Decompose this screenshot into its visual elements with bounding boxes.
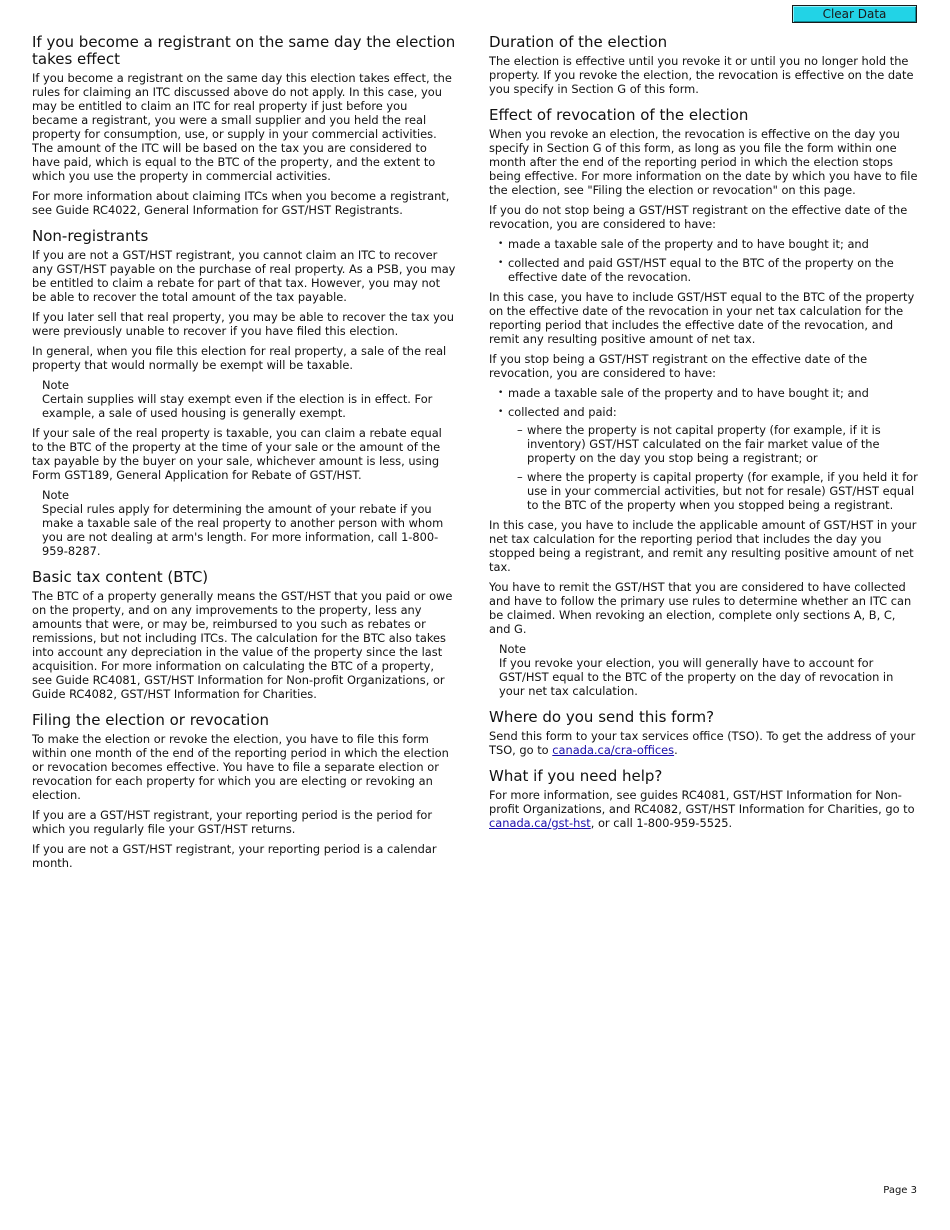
emphasis-not: not (653, 423, 672, 437)
gst-hst-link[interactable]: canada.ca/gst-hst (489, 816, 591, 830)
paragraph: For more information about claiming ITCs when you become a registrant, see Guide RC4022, General Information for GST/HST Registrants. (32, 189, 450, 217)
heading-basic-tax-content: Basic tax content (BTC) (32, 568, 209, 586)
right-column (489, 34, 919, 841)
paragraph: If you are not a GST/HST registrant, you cannot claim an ITC to recover any GST/HST payable on the purchase of real property. As a PSB, you may be entitled to claim a rebate for part of that tax. However, you may not be able to recover the total amount of the tax payable. (32, 248, 456, 304)
page-number: Page 3 (883, 1185, 917, 1196)
paragraph: The BTC of a property generally means the GST/HST that you paid or owe on the property, and on any improvements to the property, less any amounts that were, or may be, reimbursed to you such as rebates or remissions, but not including ITCs. The calculation for the BTC also takes into account any depreciation in the value of the property since the last acquisition. For more information on calculating the BTC of a property, see Guide RC4081, GST/HST Information for Non-profit Organizations, or Guide RC4082, GST/HST Information for Charities. (32, 589, 453, 701)
paragraph (489, 729, 919, 757)
paragraph: In this case, you have to include the applicable amount of GST/HST in your net tax calculation for the reporting period that includes the day you stopped being a registrant, and remit any resulting positive amount of net tax. (489, 518, 917, 574)
heading-duration: Duration of the election (489, 33, 668, 51)
section-filing-election (32, 712, 456, 870)
dash-item-text: where the property is (527, 423, 654, 437)
section-same-day-registrant (32, 34, 456, 217)
list-item-text: collected and paid: (508, 405, 617, 419)
dash-item-text: capital property (for example, if it is inventory) GST/HST calculated on the fair market value of the property on the day you stop being a registrant; or (527, 423, 881, 465)
section-duration (489, 34, 919, 96)
paragraph: To make the election or revoke the election, you have to file this form within one month of the end of the reporting period in which the election or revocation becomes effective. You have to file a separate election or revocation for each property for which you are electing or revoking an election. (32, 732, 449, 802)
cra-offices-link[interactable]: canada.ca/cra-offices (552, 743, 675, 757)
list-item: • made a taxable sale of the property and to have bought it; and (489, 237, 919, 251)
paragraph: If you stop being a GST/HST registrant on the effective date of the revocation, you are considered to have: (489, 352, 868, 380)
heading-non-registrants: Non-registrants (32, 227, 149, 245)
heading-same-day-registrant: If you become a registrant on the same day the election takes effect (32, 33, 456, 68)
note-title: Note (42, 488, 69, 502)
heading-where-to-send: Where do you send this form? (489, 708, 715, 726)
paragraph: If your sale of the real property is taxable, you can claim a rebate equal to the BTC of the property at the time of your sale or the amount of the tax payable by the buyer on your sale, whichever amount is less, using Form GST189, General Application for Rebate of GST/HST. (32, 426, 442, 482)
paragraph: If you do not stop being a GST/HST registrant on the effective date of the revocation, you are considered to have: (489, 203, 908, 231)
note-text: Special rules apply for determining the amount of your rebate if you make a taxable sale of the real property to another person with whom you are not dealing at arm's length. For more information, call 1-800-959-8287. (42, 502, 444, 558)
note-box (499, 642, 919, 698)
paragraph: If you are a GST/HST registrant, your reporting period is the period for which you regularly file your GST/HST returns. (32, 808, 433, 836)
paragraph: If you become a registrant on the same day this election takes effect, the rules for claiming an ITC discussed above do not apply. In this case, you may be entitled to claim an ITC for real property if just before you became a registrant, you were a small supplier and you held the real property for consumption, use, or supply in your commercial activities. The amount of the ITC will be based on the tax you are considered to have paid, which is equal to the BTC of the property, and the extent to which you use the property in commercial activities. (32, 71, 452, 183)
left-column (32, 34, 456, 881)
paragraph: When you revoke an election, the revocation is effective on the day you specify in Section G of this form, as long as you file the form within one month after the end of the reporting period in which the election stops being effective. For more information on the date by which you have to file the election, see "Filing the election or revocation" on this page. (489, 127, 918, 197)
section-need-help (489, 768, 919, 830)
list-item: • made a taxable sale of the property and to have bought it; and (489, 386, 919, 400)
bullet-list (489, 237, 919, 284)
paragraph: If you later sell that real property, you may be able to recover the tax you were previously unable to recover if you have filed this election. (32, 310, 454, 338)
paragraph: In this case, you have to include GST/HST equal to the BTC of the property on the effective date of the revocation in your net tax calculation for the reporting period that includes the effective date of the revocation, and remit any resulting positive amount of net tax. (489, 290, 915, 346)
paragraph (489, 788, 919, 830)
paragraph-text: For more information, see guides RC4081, GST/HST Information for Non-profit Organizations, and RC4082, GST/HST Information for Charities, go to (489, 788, 915, 816)
note-box (42, 378, 456, 420)
paragraph: The election is effective until you revoke it or until you no longer hold the property. If you revoke the election, the revocation is effective on the date you specify in Section G of this form. (489, 54, 914, 96)
note-text: If you revoke your election, you will generally have to account for GST/HST equal to the BTC of the property on the day of revocation in your net tax calculation. (499, 656, 894, 698)
dash-list (508, 423, 919, 512)
paragraph: In general, when you file this election for real property, a sale of the real property that would normally be exempt will be taxable. (32, 344, 447, 372)
heading-filing-election: Filing the election or revocation (32, 711, 269, 729)
bullet-list (489, 386, 919, 512)
heading-effect-of-revocation: Effect of revocation of the election (489, 106, 749, 124)
section-non-registrants (32, 228, 456, 558)
paragraph: If you are not a GST/HST registrant, your reporting period is a calendar month. (32, 842, 437, 870)
list-item: • collected and paid GST/HST equal to the BTC of the property on the effective date of the revocation. (489, 256, 919, 284)
paragraph: You have to remit the GST/HST that you are considered to have collected and have to follow the primary use rules to determine whether an ITC can be claimed. When revoking an election, complete only sections A, B, C, and G. (489, 580, 912, 636)
paragraph-text: . (674, 743, 678, 757)
paragraph-text: Send this form to your tax services office (TSO). To get the address of your TSO, go to (489, 729, 916, 757)
note-text: Certain supplies will stay exempt even if the election is in effect. For example, a sale of used housing is generally exempt. (42, 392, 433, 420)
section-effect-of-revocation (489, 107, 919, 698)
section-where-to-send (489, 709, 919, 757)
note-title: Note (42, 378, 69, 392)
heading-need-help: What if you need help? (489, 767, 663, 785)
clear-data-button[interactable]: Clear Data (792, 5, 917, 23)
dash-item (498, 423, 919, 465)
dash-item: – where the property is capital property (for example, if you held it for use in your commercial activities, but not for resale) GST/HST equal to the BTC of the property when you stopped being a registrant. (498, 470, 919, 512)
note-box (42, 488, 456, 558)
note-title: Note (499, 642, 526, 656)
list-item (489, 405, 919, 512)
section-basic-tax-content (32, 569, 456, 701)
paragraph-text: , or call 1-800-959-5525. (590, 816, 733, 830)
